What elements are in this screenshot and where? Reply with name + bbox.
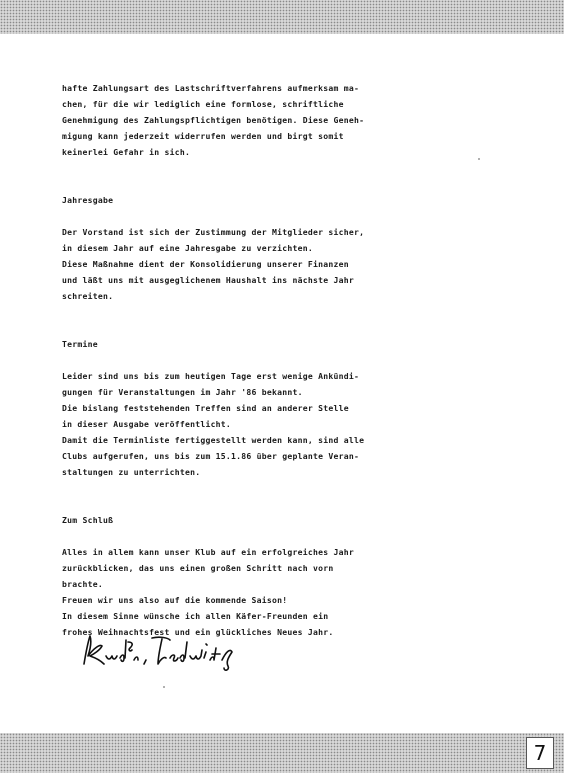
text-line: Alles in allem kann unser Klub auf ein erfolgreiches Jahr (62, 547, 355, 557)
section-heading-termine: Termine (62, 339, 98, 349)
text-line: In diesem Sinne wünsche ich allen Käfer-Freunden ein (62, 611, 329, 621)
text-line: keinerlei Gefahr in sich. (62, 147, 191, 157)
text-line: chen, für die wir lediglich eine formlose, schriftliche (62, 99, 344, 109)
scan-speck (163, 686, 165, 688)
schluss-paragraph (62, 544, 442, 640)
text-line: in dieser Ausgabe veröffentlicht. (62, 419, 232, 429)
handwritten-signature-icon (78, 630, 258, 678)
page-number: 7 (526, 737, 554, 769)
text-line: schreiten. (62, 291, 114, 301)
dotted-header-band (0, 0, 564, 34)
jahresgabe-paragraph (62, 224, 442, 304)
section-heading-zum-schluss: Zum Schluß (62, 515, 114, 525)
text-line: zurückblicken, das uns einen großen Schritt nach vorn (62, 563, 334, 573)
text-line: Freuen wir uns also auf die kommende Saison! (62, 595, 288, 605)
section-heading-jahresgabe: Jahresgabe (62, 195, 114, 205)
text-line: Clubs aufgerufen, uns bis zum 15.1.86 über geplante Veran- (62, 451, 360, 461)
termine-paragraph (62, 368, 442, 480)
text-line: Damit die Terminliste fertiggestellt werden kann, sind alle (62, 435, 365, 445)
text-line: Diese Maßnahme dient der Konsolidierung unserer Finanzen (62, 259, 349, 269)
text-line: Genehmigung des Zahlungspflichtigen benötigen. Diese Geneh- (62, 115, 365, 125)
text-line: und läßt uns mit ausgeglichenem Haushalt ins nächste Jahr (62, 275, 355, 285)
text-line: brachte. (62, 579, 103, 589)
text-line: migung kann jederzeit widerrufen werden und birgt somit (62, 131, 344, 141)
scan-speck (478, 158, 480, 160)
text-line: frohes Weihnachtsfest und ein glückliches Neues Jahr. (62, 627, 334, 637)
dotted-footer-band (0, 733, 564, 773)
text-line: staltungen zu unterrichten. (62, 467, 201, 477)
text-line: in diesem Jahr auf eine Jahresgabe zu verzichten. (62, 243, 314, 253)
letter-body (62, 80, 442, 640)
text-line: hafte Zahlungsart des Lastschriftverfahrens aufmerksam ma- (62, 83, 360, 93)
text-line: gungen für Veranstaltungen im Jahr '86 bekannt. (62, 387, 303, 397)
text-line: Die bislang feststehenden Treffen sind an anderer Stelle (62, 403, 349, 413)
text-line: Der Vorstand ist sich der Zustimmung der Mitglieder sicher, (62, 227, 365, 237)
text-line: Leider sind uns bis zum heutigen Tage erst wenige Ankündi- (62, 371, 360, 381)
intro-paragraph (62, 80, 442, 160)
